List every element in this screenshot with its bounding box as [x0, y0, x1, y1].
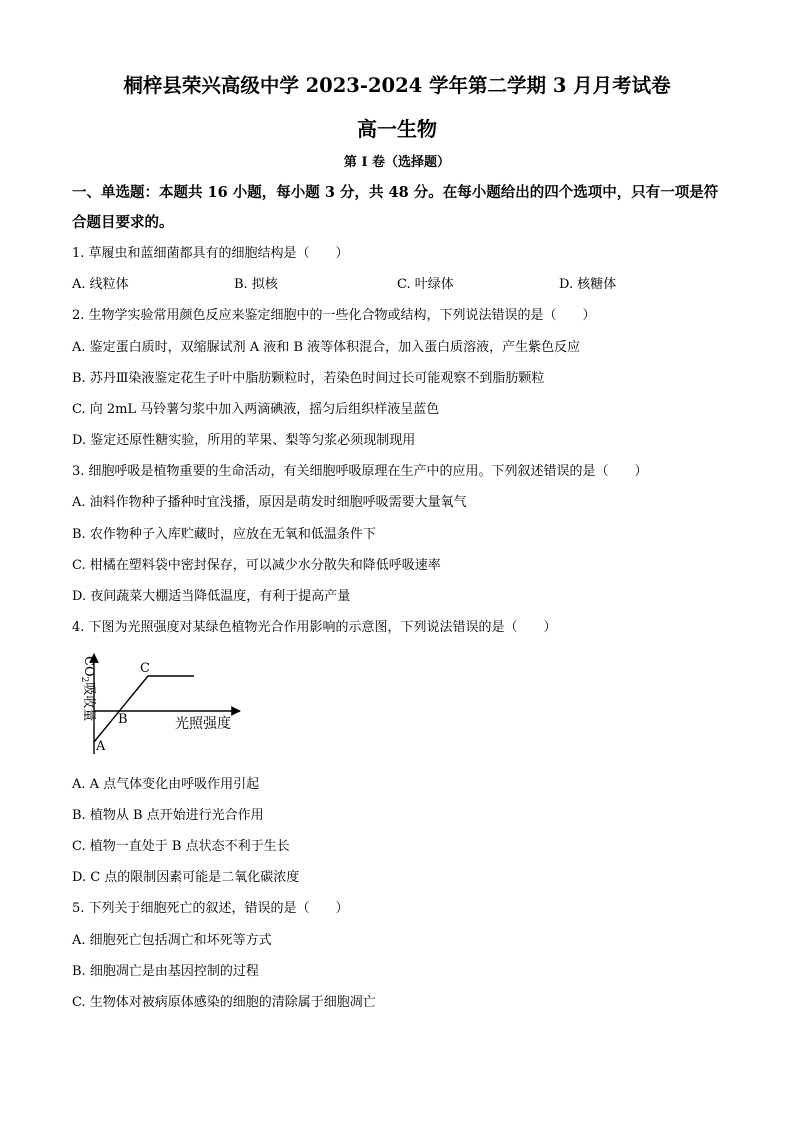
question-1-stem: 1. 草履虫和蓝细菌都具有的细胞结构是（ ）	[72, 246, 349, 261]
question-2-stem: 2. 生物学实验常用颜色反应来鉴定细胞中的一些化合物或结构，下列说法错误的是（ ）	[72, 308, 596, 323]
question-4-option-d: D. C 点的限制因素可能是二氧化碳浓度	[72, 870, 300, 885]
volume-title: 第 I 卷（选择题）	[343, 155, 451, 170]
question-2-option-c: C. 向 2mL 马铃薯匀浆中加入两滴碘液，摇匀后组织样液呈蓝色	[72, 402, 440, 417]
question-4-option-a: A. A 点气体变化由呼吸作用引起	[72, 777, 260, 792]
question-2-option-d: D. 鉴定还原性糖实验，所用的苹果、梨等匀浆必须现制现用	[72, 433, 416, 448]
question-2-option-a: A. 鉴定蛋白质时，双缩脲试剂 A 液和 B 液等体积混合，加入蛋白质溶液，产生紫色反应	[72, 340, 581, 355]
light-intensity-diagram	[70, 650, 250, 760]
question-1-option-a: A. 线粒体	[72, 277, 129, 292]
point-b-label: B	[118, 712, 128, 727]
y-axis-label	[79, 656, 97, 721]
photosynthesis-curve	[94, 676, 194, 742]
question-2-option-b: B. 苏丹Ⅲ染液鉴定花生子叶中脂肪颗粒时，若染色时间过长可能观察不到脂肪颗粒	[72, 371, 545, 386]
point-c-label: C	[140, 661, 150, 676]
question-3-stem: 3. 细胞呼吸是植物重要的生命活动，有关细胞呼吸原理在生产中的应用。下列叙述错误的是（ ）	[72, 464, 648, 479]
point-a-label: A	[96, 739, 106, 754]
question-5-option-a: A. 细胞死亡包括凋亡和坏死等方式	[72, 933, 272, 948]
question-3-option-c: C. 柑橘在塑料袋中密封保存，可以减少水分散失和降低呼吸速率	[72, 558, 441, 573]
question-5-option-b: B. 细胞凋亡是由基因控制的过程	[72, 964, 259, 979]
question-1-option-b: B. 拟核	[234, 277, 278, 292]
y-axis-label-sub: 2	[79, 676, 89, 683]
exam-title: 桐梓县荣兴高级中学 2023-2024 学年第二学期 3 月月考试卷	[123, 74, 671, 97]
question-1-option-c: C. 叶绿体	[397, 277, 454, 292]
question-3-option-a: A. 油料作物种子播种时宜浅播，原因是萌发时细胞呼吸需要大量氧气	[72, 495, 467, 510]
question-4-stem: 4. 下图为光照强度对某绿色植物光合作用影响的示意图，下列说法错误的是（ ）	[72, 620, 557, 635]
question-5-stem: 5. 下列关于细胞死亡的叙述，错误的是（ ）	[72, 901, 349, 916]
question-4-option-b: B. 植物从 B 点开始进行光合作用	[72, 808, 264, 823]
y-axis-label-suffix: 吸收量	[81, 682, 96, 722]
question-4-option-c: C. 植物一直处于 B 点状态不利于生长	[72, 839, 290, 854]
question-3-option-d: D. 夜间蔬菜大棚适当降低温度，有利于提高产量	[72, 589, 351, 604]
subject-title: 高一生物	[357, 117, 437, 141]
x-axis-label: 光照强度	[175, 716, 231, 732]
question-3-option-b: B. 农作物种子入库贮藏时，应放在无氧和低温条件下	[72, 527, 376, 542]
question-1-option-d: D. 核糖体	[559, 277, 617, 292]
section-heading: 一、单选题：本题共 16 小题，每小题 3 分，共 48 分。在每小题给出的四个选项中，只有一项是符合题目要求的。	[72, 184, 719, 231]
question-5-option-c: C. 生物体对被病原体感染的细胞的清除属于细胞凋亡	[72, 995, 376, 1010]
y-axis-label-prefix: CO	[81, 656, 96, 677]
